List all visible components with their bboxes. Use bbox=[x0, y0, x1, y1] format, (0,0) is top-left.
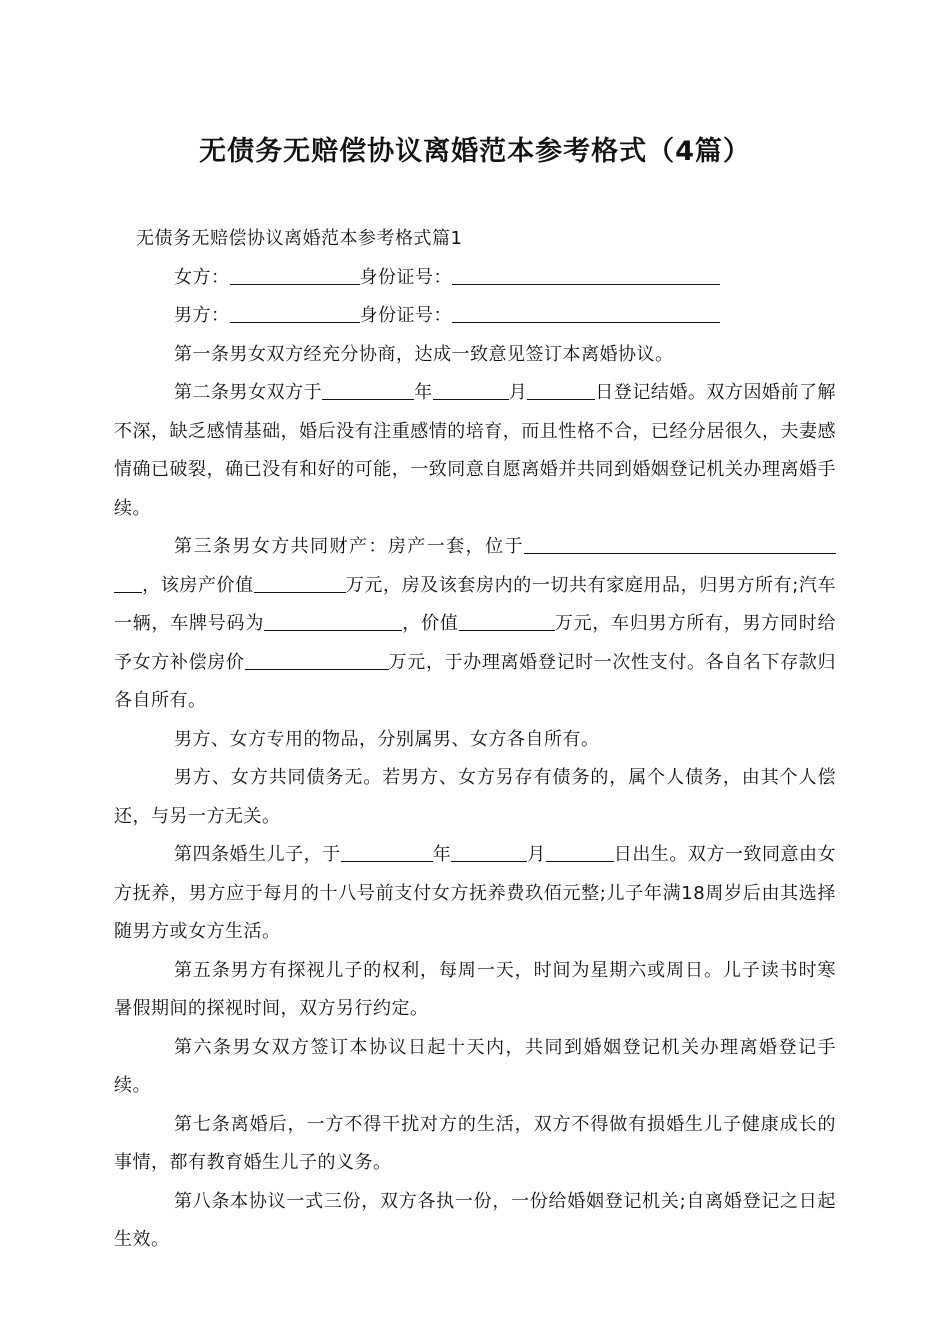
document-body bbox=[114, 220, 836, 1260]
birth-year-blank bbox=[341, 843, 433, 862]
article-3-text-6: 万元，于办理离婚登记时一次性支付。各自名下存款归各自所有。 bbox=[114, 651, 836, 711]
article-2-text-3: 月 bbox=[508, 382, 528, 403]
husband-name-blank bbox=[230, 304, 360, 323]
article-3 bbox=[114, 528, 836, 721]
article-3-text-2: ，该房产价值 bbox=[142, 574, 254, 596]
marriage-year-blank bbox=[322, 381, 414, 400]
article-5: 第五条男方有探视儿子的权利，每周一天，时间为星期六或周日。儿子读书时寒暑假期间的探视时间，双方另行约定。 bbox=[114, 959, 836, 1019]
car-value-blank bbox=[459, 612, 555, 631]
compensation-blank bbox=[245, 651, 389, 670]
article-1: 第一条男女双方经充分协商，达成一致意见签订本离婚协议。 bbox=[174, 343, 674, 365]
debts-paragraph: 男方、女方共同债务无。若男方、女方另存有债务的，属个人债务，由其个人偿还，与另一方无关。 bbox=[114, 767, 836, 827]
wife-id-label: 身份证号： bbox=[359, 266, 452, 288]
plate-number-blank bbox=[264, 612, 402, 631]
article-2-text-4: 日登记结婚。双方因婚前了解不深，缺乏感情基础，婚后没有注重感情的培育，而且性格不合，已经分居很久，夫妻感情确已破裂，确已没有和好的可能，一致同意自愿离婚并共同到婚姻登记机关办理离婚手续。 bbox=[114, 382, 837, 519]
article-3-text-1: 第三条男女方共同财产：房产一套，位于 bbox=[174, 536, 524, 557]
article-4 bbox=[114, 836, 836, 952]
article-6: 第六条男女双方签订本协议日起十天内，共同到婚姻登记机关办理离婚登记手续。 bbox=[114, 1036, 836, 1096]
property-address-blank bbox=[524, 535, 836, 554]
husband-id-blank bbox=[452, 304, 720, 323]
wife-label: 女方： bbox=[174, 266, 230, 288]
husband-info-line bbox=[114, 297, 836, 336]
marriage-day-blank bbox=[527, 381, 595, 400]
article-4-text-1: 第四条婚生儿子，于 bbox=[174, 844, 341, 865]
document-title: 无债务无赔偿协议离婚范本参考格式（4篇） bbox=[199, 136, 751, 167]
article-8: 第八条本协议一式三份，双方各执一份，一份给婚姻登记机关;自离婚登记之日起生效。 bbox=[114, 1190, 836, 1250]
personal-items-paragraph: 男方、女方专用的物品，分别属男、女方各自所有。 bbox=[174, 728, 600, 750]
husband-id-label: 身份证号： bbox=[359, 305, 452, 326]
article-4-text-3: 月 bbox=[527, 844, 546, 865]
wife-id-blank bbox=[452, 266, 720, 285]
article-2-text-1: 第二条男女双方于 bbox=[174, 382, 323, 403]
article-2-text-2: 年 bbox=[414, 382, 433, 403]
article-3-text-4: ，价值 bbox=[402, 613, 459, 634]
property-address-blank-cont bbox=[114, 574, 142, 593]
husband-label: 男方： bbox=[174, 305, 230, 326]
wife-info-line bbox=[114, 259, 836, 298]
marriage-month-blank bbox=[433, 381, 509, 400]
wife-name-blank bbox=[230, 266, 360, 285]
birth-day-blank bbox=[546, 843, 614, 862]
article-4-text-4: 日出生。双方一致同意由女方抚养，男方应于每月的十八号前支付女方抚养费玖佰元整;儿子年满18周岁后由其选择随男方或女方生活。 bbox=[114, 844, 837, 942]
property-value-blank bbox=[254, 574, 346, 593]
article-7: 第七条离婚后，一方不得干扰对方的生活，双方不得做有损婚生儿子健康成长的事情，都有教育婚生儿子的义务。 bbox=[114, 1113, 836, 1173]
section-heading: 无债务无赔偿协议离婚范本参考格式篇1 bbox=[136, 228, 463, 249]
article-4-text-2: 年 bbox=[432, 844, 452, 865]
article-3-text-5: 万元，车归男方所有，男方同时给予女方补偿房价 bbox=[114, 613, 837, 673]
birth-month-blank bbox=[451, 843, 527, 862]
article-3-text-3: 万元，房及该套房内的一切共有家庭用品，归男方所有;汽车一辆，车牌号码为 bbox=[114, 574, 837, 634]
article-2 bbox=[114, 374, 836, 528]
